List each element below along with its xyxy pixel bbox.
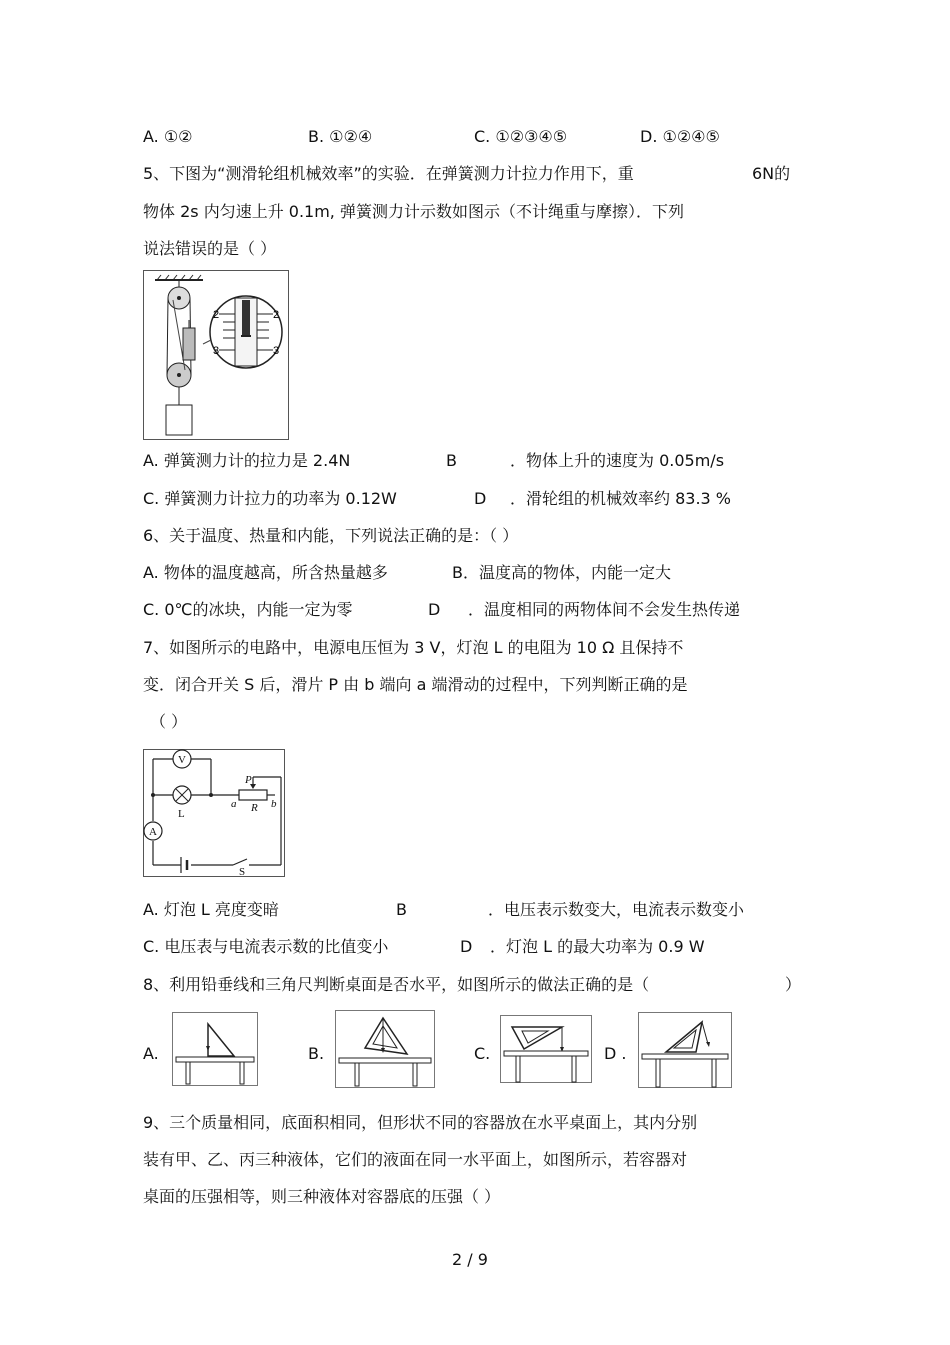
q5-stem-line1: 5、下图为“测滑轮组机械效率”的实验．在弹簧测力计拉力作用下，重 (143, 164, 634, 183)
scale-mark-2-left: 2 (213, 309, 220, 321)
page-number: 2 / 9 (452, 1250, 488, 1269)
pulley-figure (143, 270, 289, 440)
q7-stem-line2: 变．闭合开关 S 后，滑片 P 由 b 端向 a 端滑动的过程中，下列判断正确的是 (143, 675, 688, 694)
q5-stem-line3: 说法错误的是（ ） (143, 239, 277, 258)
q7-option-d: ．灯泡 L 的最大功率为 0.9 W (490, 937, 705, 956)
q7-option-a: A. 灯泡 L 亮度变暗 (143, 900, 279, 919)
q8-label-d: D . (604, 1044, 627, 1063)
q7-stem-line1: 7、如图所示的电路中，电源电压恒为 3 V，灯泡 L 的电阻为 10 Ω 且保持不 (143, 638, 684, 657)
scale-mark-2-right: 2 (273, 309, 280, 321)
q7-option-c: C. 电压表与电流表示数的比值变小 (143, 937, 389, 956)
q4-option-a: A. ①② (143, 127, 193, 146)
scale-mark-3-left: 3 (213, 345, 220, 357)
q8-label-a: A. (143, 1044, 159, 1063)
q8-stem-close: ） (785, 975, 802, 994)
slider-p-label: P (245, 774, 252, 786)
q7-option-b: ．电压表示数变大，电流表示数变小 (488, 900, 745, 919)
q9-stem-line2: 装有甲、乙、丙三种液体，它们的液面在同一水平面上，如图所示，若容器对 (143, 1150, 688, 1169)
q6-option-a: A. 物体的温度越高，所含热量越多 (143, 563, 388, 582)
q5-option-d: ．滑轮组的机械效率约 83.3 % (510, 489, 732, 508)
q9-stem-line1: 9、三个质量相同，底面积相同，但形状不同的容器放在水平桌面上，其内分别 (143, 1113, 698, 1132)
q4-option-b: B. ①②④ (308, 127, 373, 146)
switch-s-label: S (239, 866, 246, 877)
scale-mark-3-right: 3 (273, 345, 280, 357)
q7-option-b-letter: B (396, 900, 407, 919)
q6-option-b: B．温度高的物体，内能一定大 (452, 563, 671, 582)
q6-option-c: C. 0℃的冰块，内能一定为零 (143, 600, 353, 619)
q5-stem-line2: 物体 2s 内匀速上升 0.1m, 弹簧测力计示数如图示（不计绳重与摩擦）．下列 (143, 202, 684, 221)
end-a-label: a (231, 798, 237, 810)
q5-option-b-letter: B (446, 451, 457, 470)
q8-figure-b (335, 1010, 435, 1088)
q5-stem-line1-end: 6N的 (752, 164, 791, 183)
q4-option-c: C. ①②③④⑤ (474, 127, 568, 146)
q6-option-d-letter: D (428, 600, 441, 619)
q9-stem-line3: 桌面的压强相等，则三种液体对容器底的压强（ ） (143, 1187, 501, 1206)
q6-option-d: ．温度相同的两物体间不会发生热传递 (468, 600, 741, 619)
q8-label-b: B. (308, 1044, 325, 1063)
q5-option-a: A. 弹簧测力计的拉力是 2.4N (143, 451, 351, 470)
rheostat-r-label: R (251, 802, 258, 814)
q7-option-d-letter: D (460, 937, 473, 956)
end-b-label: b (271, 798, 277, 810)
q8-stem: 8、利用铅垂线和三角尺判断桌面是否水平，如图所示的做法正确的是（ (143, 975, 650, 994)
q6-stem: 6、关于温度、热量和内能，下列说法正确的是：（ ） (143, 526, 519, 545)
q5-option-b: ．物体上升的速度为 0.05m/s (510, 451, 725, 470)
q8-figure-d (638, 1012, 732, 1088)
voltmeter-label: V (178, 754, 186, 766)
circuit-figure (143, 749, 285, 877)
q5-option-d-letter: D (474, 489, 487, 508)
q8-figure-c (500, 1015, 592, 1083)
q7-stem-line3: （ ） (150, 712, 188, 731)
q4-option-d: D. ①②④⑤ (640, 127, 720, 146)
ammeter-label: A (149, 826, 157, 838)
q8-figure-a (172, 1012, 258, 1086)
q5-option-c: C. 弹簧测力计拉力的功率为 0.12W (143, 489, 397, 508)
lamp-label: L (178, 808, 185, 820)
q8-label-c: C. (474, 1044, 491, 1063)
